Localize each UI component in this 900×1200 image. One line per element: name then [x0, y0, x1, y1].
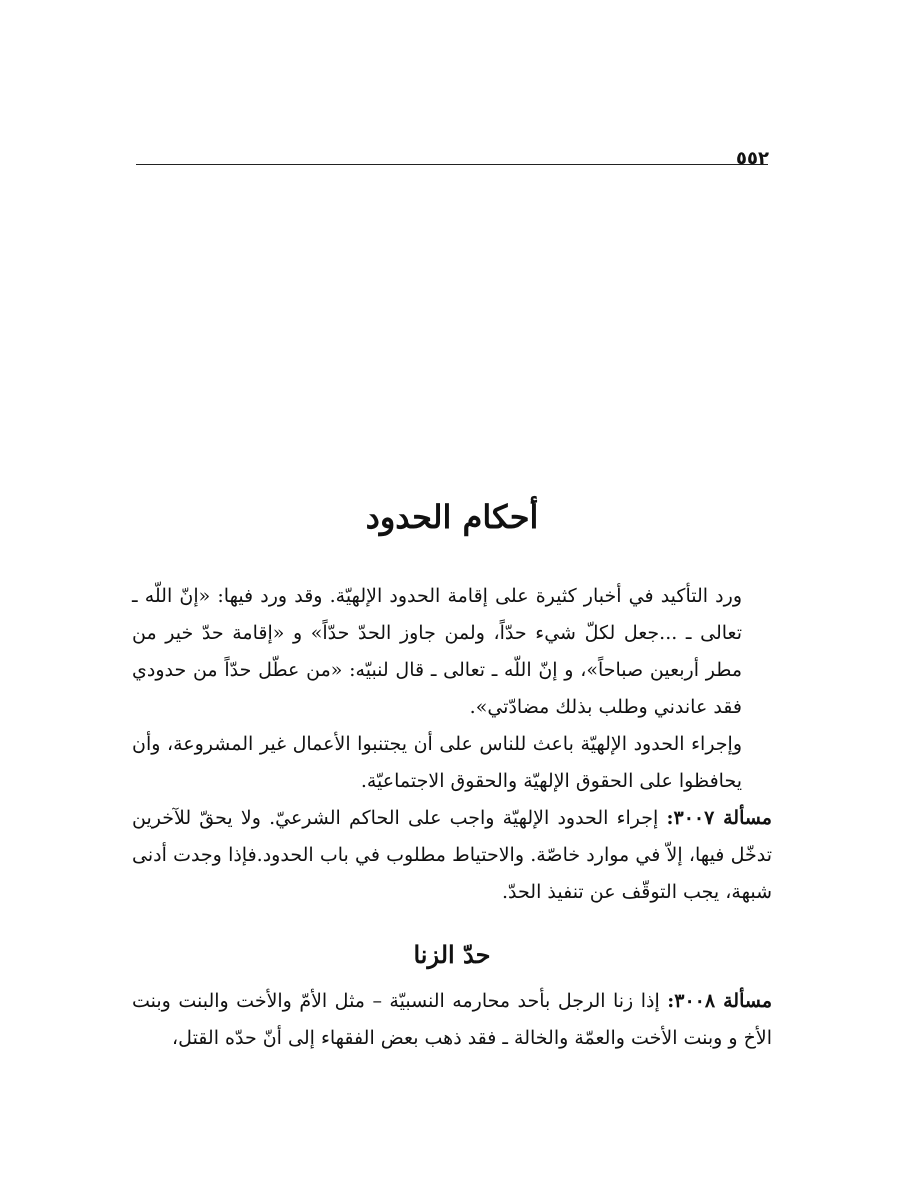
masala-3008-text: إذا زنا الرجل بأحد محارمه النسبيّة – مثل الأمّ والأخت والبنت وبنت الأخ و وبنت الأخت والعمّة والخالة ـ فقد ذهب بعض الفقهاء إلى أنّ حدّه القتل، [132, 990, 772, 1049]
masala-3008-label: مسألة ٣٠٠٨: [667, 990, 773, 1012]
page-title: أحكام الحدود [365, 498, 539, 536]
page-body [132, 578, 772, 1057]
masala-3007 [132, 800, 772, 911]
section-title-zina: حدّ الزنا [413, 940, 491, 969]
masala-3007-label: مسألة ٣٠٠٧: [666, 807, 772, 829]
masala-3007-text: إجراء الحدود الإلهيّة واجب على الحاكم الشرعيّ. ولا يحقّ للآخرين تدخّل فيها، إلاّ في موارد خاصّة. والاحتياط مطلوب في باب الحدود.فإذا وجدت أدنى شبهة، يجب التوقّف عن تنفيذ الحدّ. [132, 807, 772, 903]
page-number: ٥٥٢ [736, 148, 769, 169]
intro-paragraph-1: ورد التأكيد في أخبار كثيرة على إقامة الحدود الإلهيّة. وقد ورد فيها: «إنّ اللّه ـ تعالى ـ ...جعل لكلّ شيء حدّاً، ولمن جاوز الحدّ حدّاً» و «إقامة حدّ خير من مطر أربعين صباحاً»، و إنّ اللّه ـ تعالى ـ قال لنبيّه: «من عطّل حدّاً من حدودي فقد عاندني وطلب بذلك مضادّتي». [132, 585, 742, 718]
masala-3008 [132, 983, 772, 1057]
intro-paragraph-2: وإجراء الحدود الإلهيّة باعث للناس على أن يجتنبوا الأعمال غير المشروعة، وأن يحافظوا على الحقوق الإلهيّة والحقوق الاجتماعيّة. [132, 733, 742, 792]
header-rule [136, 164, 768, 165]
